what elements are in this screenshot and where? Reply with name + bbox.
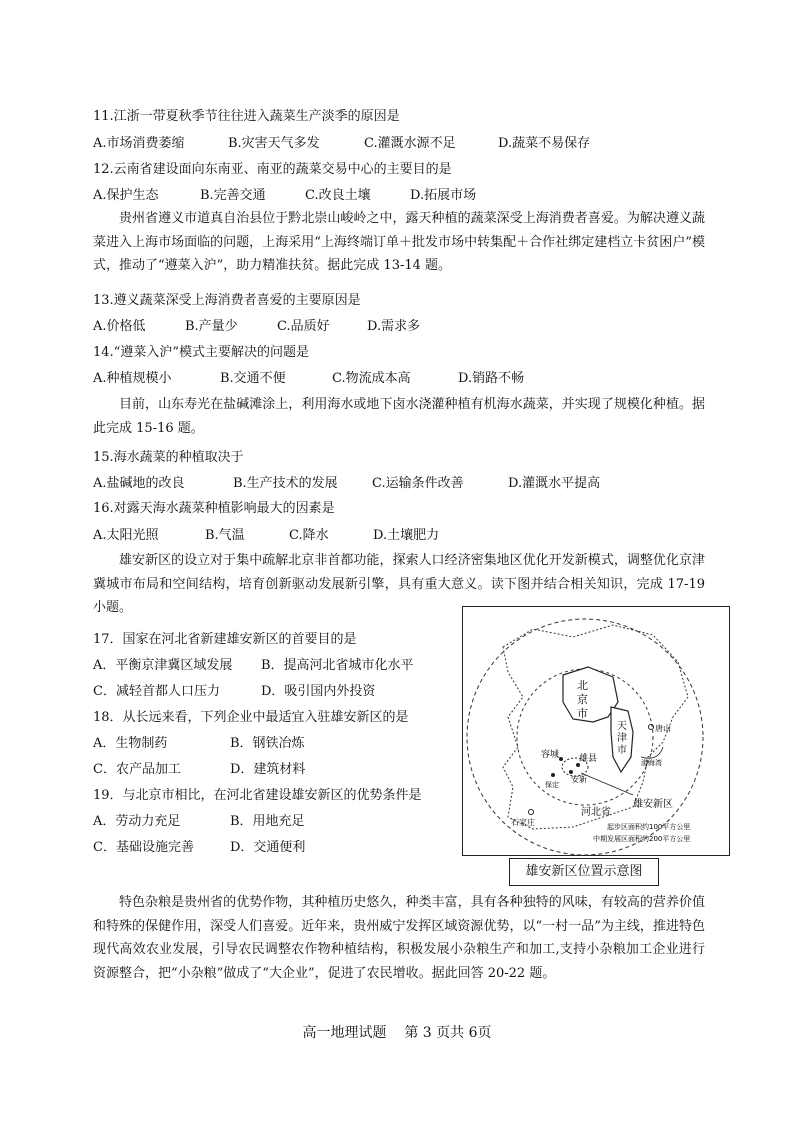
passage-17-19: 雄安新区的设立对于集中疏解北京非首都功能，探索人口经济密集地区优化开发新模式，调整优化京津冀城市布局和空间结构，培育创新驱动发展新引擎，具有重大意义。读下图并结合相关知识，完成 17-19 小题。: [93, 553, 705, 615]
q18-option-b: B．钢铁冶炼: [230, 736, 305, 751]
q16-option-d: D.土壤肥力: [373, 528, 440, 543]
passage-13-14: 贵州省遵义市道真自治县位于黔北崇山峻岭之中，露天种植的蔬菜深受上海消费者喜爱。为解决遵义蔬菜进入上海市场面临的问题，上海采用“上海终端订单＋批发市场中转集配＋合作社绑定建档立卡贫困户”模式，推动了“遵菜入沪”，助力精准扶贫。据此完成 13-14 题。: [93, 211, 705, 273]
q14-stem: 14.“遵菜入沪”模式主要解决的问题是: [93, 345, 309, 360]
q13-options: [93, 318, 420, 336]
q13-option-b: B.产量少: [185, 319, 238, 334]
q14-option-b: B.交通不便: [220, 371, 286, 386]
q12-option-c: C.改良土壤: [305, 188, 371, 203]
label-beijing-2: 京: [577, 693, 588, 706]
q13-option-a: A.价格低: [93, 319, 146, 334]
label-shijiazhuang: 石家庄: [511, 818, 535, 827]
q15-option-d: D.灌溉水平提高: [508, 476, 601, 491]
bohai-coast: [641, 747, 663, 758]
q11-option-b: B.灾害天气多发: [228, 136, 320, 151]
q12-option-a: A.保护生态: [93, 188, 159, 203]
q11-option-c: C.灌溉水源不足: [364, 136, 456, 151]
q14-options: [93, 370, 524, 388]
q14-option-a: A.种植规模小: [93, 371, 172, 386]
label-tianjin-3: 市: [617, 745, 627, 756]
q16-stem: 16.对露天海水蔬菜种植影响最大的因素是: [93, 501, 335, 516]
q18-option-a: A．生物制药: [93, 736, 168, 751]
q14-option-c: C.物流成本高: [332, 371, 411, 386]
q12-option-d: D.拓展市场: [410, 188, 477, 203]
q15-options: [93, 475, 600, 493]
q15-option-c: C.运输条件改善: [372, 476, 464, 491]
q17-stem: 17．国家在河北省新建雄安新区的首要目的是: [93, 632, 357, 647]
q18-option-d: D．建筑材料: [230, 762, 306, 777]
q19-option-d: D．交通便利: [230, 840, 306, 855]
shijiazhuang-dot: [529, 810, 534, 815]
q19-options-cd: [93, 839, 305, 857]
label-xiongxian: 雄县: [579, 754, 598, 764]
page-footer: [0, 1022, 794, 1042]
baoding-dot: [551, 773, 555, 777]
q17-option-c: C．减轻首都人口压力: [93, 684, 220, 699]
q13-stem: 13.遵义蔬菜深受上海消费者喜爱的主要原因是: [93, 293, 361, 308]
label-hebei: 河北省: [581, 807, 611, 818]
rongcheng-dot: [559, 757, 563, 761]
q13-option-d: D.需求多: [367, 319, 421, 334]
q14-option-d: D.销路不畅: [458, 371, 525, 386]
label-beijing-3: 市: [577, 707, 588, 720]
q19-option-c: C．基础设施完善: [93, 840, 194, 855]
q17-option-d: D．吸引国内外投资: [261, 684, 376, 699]
q18-option-c: C．农产品加工: [93, 762, 181, 777]
q17-options-ab: [93, 657, 414, 675]
q19-options-ab: [93, 813, 305, 831]
q16-option-b: B.气温: [205, 528, 245, 543]
q19-option-b: B．用地充足: [230, 814, 305, 829]
map-drawing: [463, 607, 729, 855]
label-xiongan: 雄安新区: [633, 799, 673, 810]
label-tianjin-2: 津: [617, 733, 627, 744]
beijing-outline: [563, 667, 618, 722]
q11-stem: 11.江浙一带夏秋季节往往进入蔬菜生产淡季的原因是: [93, 109, 400, 124]
label-tianjin-1: 天: [617, 721, 627, 732]
q18-options-cd: [93, 761, 305, 779]
q17-option-a: A．平衡京津冀区域发展: [93, 658, 233, 673]
label-bohai: 渤海湾: [641, 759, 662, 767]
q12-stem: 12.云南省建设面向东南亚、南亚的蔬菜交易中心的主要目的是: [93, 162, 452, 177]
q15-stem: 15.海水蔬菜的种植取决于: [93, 450, 244, 465]
passage-20-22: 特色杂粮是贵州省的优势作物，其种植历史悠久，种类丰富，具有各种独特的风味，有较高的营养价值和特殊的保健作用，深受人们喜爱。近年来，贵州威宁发挥区域资源优势，以“一村一品”为主线，推进特色现代高效农业发展，引导农民调整农作物种植结构，积极发展小杂粮生产和加工,支持小杂粮加工企业进行资源整合，把“小杂粮”做成了“大企业”，促进了农民增收。据此回答 20-22 题。: [93, 895, 705, 981]
q18-options-ab: [93, 735, 305, 753]
anxin-dot: [569, 770, 573, 774]
q11-options: [93, 135, 590, 153]
label-tangshan: 唐山: [655, 724, 671, 733]
xiongan-leader-line: [581, 773, 633, 795]
map-legend-2: 中期发展区面积约200平方公里: [593, 835, 691, 843]
q12-option-b: B.完善交通: [200, 188, 266, 203]
q13-option-c: C.品质好: [277, 319, 330, 334]
q19-option-a: A．劳动力充足: [93, 814, 181, 829]
q11-option-d: D.蔬菜不易保存: [498, 136, 591, 151]
passage-15-16: 目前，山东寿光在盐碱滩涂上，利用海水或地下卤水浇灌种植有机海水蔬菜，并实现了规模化种植。据此完成 15-16 题。: [93, 397, 705, 436]
label-anxin: 安新: [571, 775, 587, 784]
map-legend-1: 起步区面积约100平方公里: [607, 823, 691, 831]
q15-option-a: A.盐碱地的改良: [93, 476, 185, 491]
q18-stem: 18．从长远来看，下列企业中最适宜入驻雄安新区的是: [93, 710, 409, 725]
q12-options: [93, 187, 476, 205]
map-caption: 雄安新区位置示意图: [509, 858, 659, 886]
q17-options-cd: [93, 683, 375, 701]
label-beijing-1: 北: [577, 679, 588, 692]
label-baoding: 保定: [545, 781, 559, 789]
q16-option-a: A.太阳光照: [93, 528, 159, 543]
q11-option-a: A.市场消费萎缩: [93, 136, 185, 151]
q19-stem: 19．与北京市相比，在河北省建设雄安新区的优势条件是: [93, 788, 422, 803]
q16-options: [93, 527, 439, 545]
q17-option-b: B．提高河北省城市化水平: [261, 658, 414, 673]
label-rongcheng: 容城: [541, 750, 560, 760]
q16-option-c: C.降水: [289, 528, 329, 543]
xiongan-location-map: [462, 606, 730, 856]
footer-page-number: 第 3 页共 6页: [404, 1025, 492, 1041]
footer-subject: 高一地理试题: [302, 1025, 387, 1041]
outer-range-circle: [467, 619, 703, 855]
q15-option-b: B.生产技术的发展: [233, 476, 338, 491]
